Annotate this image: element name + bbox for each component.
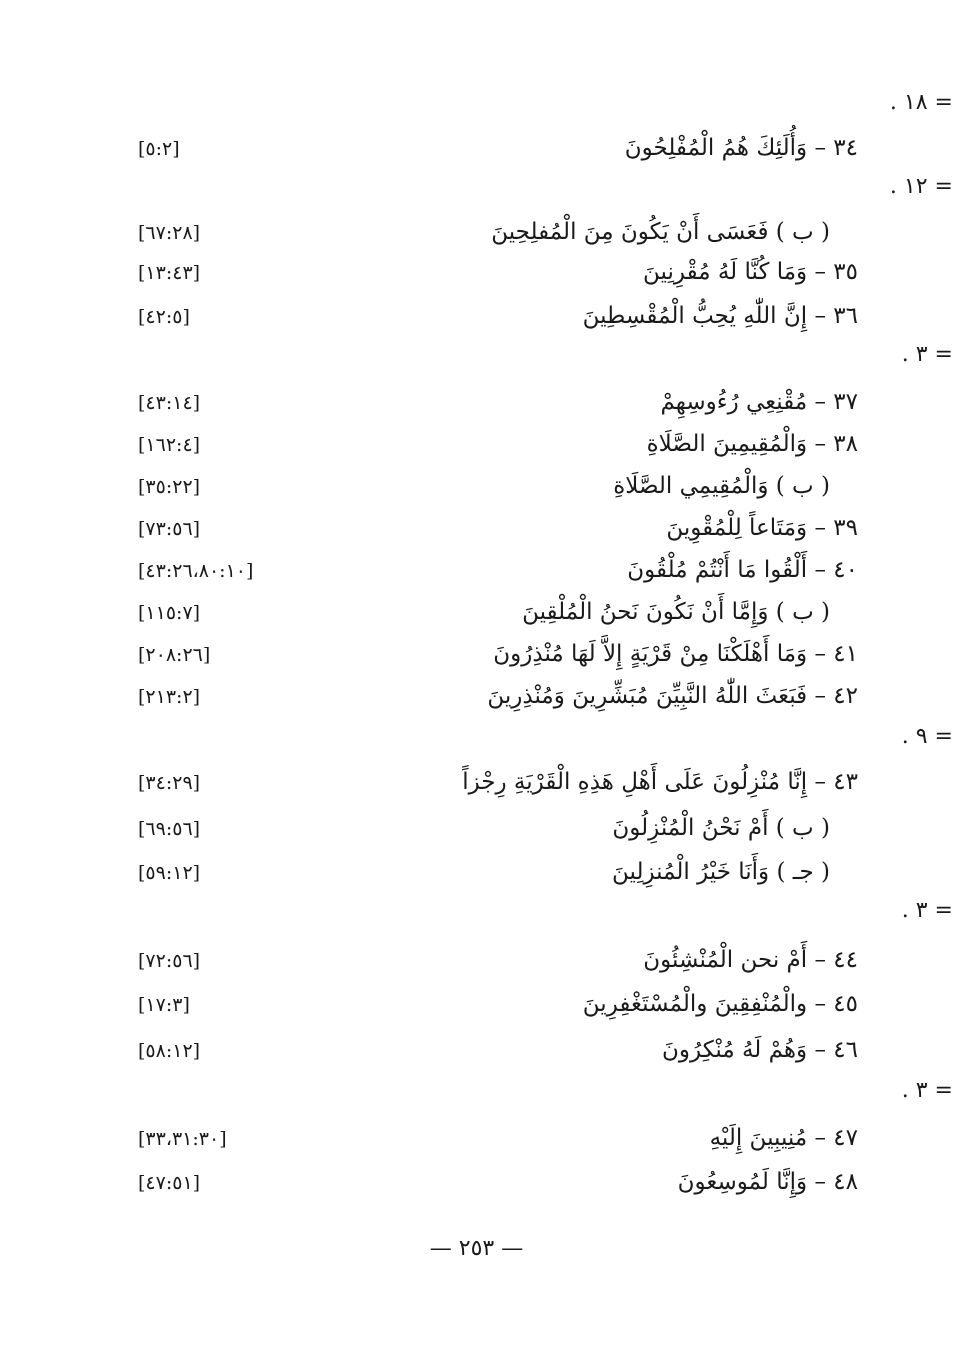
entry-reference: [٣٤:٢٩] — [138, 772, 201, 794]
entry-row — [120, 1118, 858, 1158]
entry-reference: [٧٢:٥٦] — [138, 950, 201, 972]
entry-reference: [٤٢:٥] — [138, 306, 190, 328]
entry-row — [120, 128, 858, 168]
entry-row — [120, 984, 858, 1024]
entry-reference: [٥٩:١٢] — [138, 862, 201, 884]
entry-text: ٤٣ – إِنَّا مُنْزِلُونَ عَلَى أَهْلِ هَذِهِ الْقَرْيَةِ رِجْزاً — [462, 769, 858, 795]
entry-row — [120, 762, 858, 802]
entry-reference: [٥٨:١٢] — [138, 1040, 201, 1062]
count-line: = ١٢ . — [889, 174, 953, 199]
entry-reference: [٦٩:٥٦] — [138, 818, 201, 840]
entry-row — [120, 550, 858, 590]
entry-row — [120, 634, 858, 674]
count-line: = ٣ . — [901, 898, 953, 923]
entry-reference: [٤٣:١٤] — [138, 392, 201, 414]
entry-text: ٣٧ – مُقْنِعِي رُءُوسِهِمْ — [660, 389, 858, 415]
entry-row — [120, 466, 858, 506]
entry-text: ٤٨ – وَإِنَّا لَمُوسِعُونَ — [677, 1169, 858, 1195]
entry-text: ٣٤ – وَأُلَئِكَ هُمُ الْمُفْلِحُونَ — [624, 135, 858, 161]
entry-text: ٣٩ – وَمَتَاعاً لِلْمُقْوِينَ — [666, 515, 858, 541]
count-line: = ٩ . — [901, 724, 953, 749]
entry-row — [120, 592, 858, 632]
count-line: = ٣ . — [901, 342, 953, 367]
entry-row — [120, 676, 858, 716]
entry-text: ٤٠ – أَلْقُوا مَا أَنْتُمْ مُلْقُونَ — [627, 557, 858, 583]
entry-text: ٣٦ – إِنَّ اللّٰهِ يُحِبُّ الْمُقْسِطِينَ — [582, 303, 858, 329]
entry-text: ٤٦ – وَهُمْ لَهُ مُنْكِرُونَ — [662, 1037, 858, 1063]
entry-row — [120, 1030, 858, 1070]
entry-reference: [٣٥:٢٢] — [138, 476, 201, 498]
entry-text: ٤٥ – والْمُنْفِقِينَ والْمُسْتَغْفِرِينَ — [582, 991, 858, 1017]
entry-row — [120, 424, 858, 464]
entry-reference: [٥:٢] — [138, 138, 180, 160]
entry-reference: [٤٧:٥١] — [138, 1172, 201, 1194]
count-line: = ٣ . — [901, 1078, 953, 1103]
entry-reference: [٧٣:٥٦] — [138, 518, 201, 540]
page-number: — ٢٥٣ — — [429, 1236, 524, 1261]
entry-reference: [١٧:٣] — [138, 994, 190, 1016]
entry-reference: [٤٣:٢٦،٨٠:١٠] — [138, 560, 254, 582]
entry-row — [120, 940, 858, 980]
entry-text: ( ب ) وَإِمَّا أَنْ نَكُونَ نَحنُ الْمُلْقِينَ — [522, 599, 830, 625]
entry-reference: [١١٥:٧] — [138, 602, 201, 624]
entry-reference: [٦٧:٢٨] — [138, 222, 201, 244]
entry-text: ٤١ – وَمَا أَهْلَكْنَا مِنْ قَرْيَةٍ إِلاَّ لَهَا مُنْذِرُونَ — [493, 641, 858, 667]
entry-text: ٣٥ – وَمَا كُنَّا لَهُ مُقْرِنِينَ — [643, 259, 858, 285]
entry-row — [120, 808, 858, 848]
entry-row — [120, 212, 858, 252]
entry-row — [120, 296, 858, 336]
entry-reference: [٢١٣:٢] — [138, 686, 201, 708]
entry-text: ( ب ) فَعَسَى أَنْ يَكُونَ مِنَ الْمُفلِحِينَ — [491, 219, 830, 245]
entry-text: ( جـ ) وَأَنَا خَيْرُ الْمُنزِلِينَ — [612, 859, 830, 885]
count-line: = ١٨ . — [889, 90, 953, 115]
entry-text: ٤٤ – أَمْ نحن الْمُنْشِئُونَ — [643, 947, 858, 973]
entry-row — [120, 252, 858, 292]
entry-row — [120, 1162, 858, 1202]
entry-reference: [١٦٢:٤] — [138, 434, 201, 456]
entry-text: ٤٧ – مُنِيبِينَ إِلَيْهِ — [709, 1125, 858, 1151]
entry-text: ( ب ) أَمْ نَحْنُ الْمُنْزِلُونَ — [612, 815, 830, 841]
entry-row — [120, 508, 858, 548]
entry-row — [120, 852, 858, 892]
entry-text: ٣٨ – وَالْمُقِيمِينَ الصَّلَاةِ — [646, 431, 858, 457]
entry-text: ( ب ) وَالْمُقِيمِي الصَّلَاةِ — [613, 473, 830, 499]
entry-reference: [٣٣،٣١:٣٠] — [138, 1128, 227, 1150]
entry-reference: [٢٠٨:٢٦] — [138, 644, 211, 666]
entry-text: ٤٢ – فَبَعَثَ اللّٰهُ النَّبِيِّنَ مُبَشِّرِينَ وَمُنْذِرِينَ — [487, 683, 858, 709]
entry-row — [120, 382, 858, 422]
entry-reference: [١٣:٤٣] — [138, 262, 201, 284]
